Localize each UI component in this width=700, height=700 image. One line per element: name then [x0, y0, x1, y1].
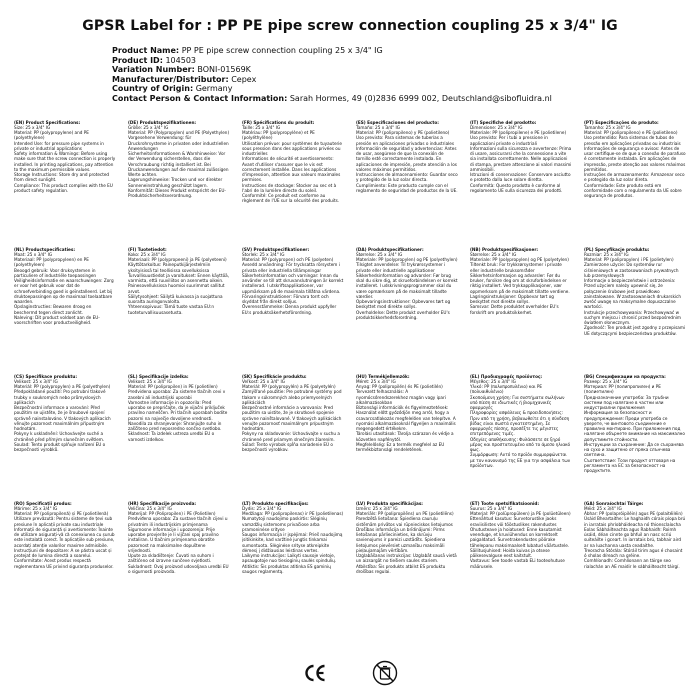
spec-block	[240, 247, 346, 374]
spec-block-text: Mărime: 25 x 3/4" IG Material: PP (polipropilenă) și PE (polietilenă) Utilizare prevăzută: Pentru sisteme de țevi sub presiune în aplicații private sau industriale Informații de siguranță și avertismente: Înainte de utilizare asigurați-vă că conexiunea cu șurub este instalată corect. În aplicațiile sub presiune, acordați atenție valorilor maxime admisibile. Instrucțiuni de depozitare: A se păstra uscat și protejat de lumina directă a soarelui. Conformitate: Acest produs respectă reglementarea UE privind siguranța produselor.	[14, 505, 115, 569]
spec-block-heading: (LV) Produkta specifikācijas:	[356, 500, 423, 506]
meta-row	[112, 46, 688, 56]
spec-block-heading: (IT) Specifiche del prodotto:	[470, 119, 537, 125]
meta-label: Variation Number:	[112, 65, 195, 75]
meta-row	[112, 75, 688, 85]
spec-block	[126, 374, 232, 501]
spec-block-heading: (LT) Produkto specifikacijos:	[242, 500, 309, 506]
spec-block-text: Méret: 25 x 3/4" IG Anyag: PP (polipropilén) és PE (polietilén) Tervezett felhasználás: A nyomócsőrendszerekhez magán vagy ipari alkalmazásokban Biztonsági információk és figyelmeztetések: Használat előtt győződjön meg arról, hogy a csavarcsatlakozás megfelelően van telepítve. A nyomási alkalmazásoknál figyeljen a maximális megengedett értékekre. Tárolási utasítások: Tárolja szárazon és védje a közvetlen napfénytől. Megfelelőség: Ez a termék megfelel az EU termékbiztonsági rendeletének.	[356, 378, 456, 453]
spec-block-text: Størrelse: 25 x 3/4" IG Materiale: PP (polypropylen) og PE (polyethylen) Tilsigtet anvendelse: Til trykrørssystemer i private eller industrielle applikationer Sikkerhedsinformation og advarsler: Før brug skal du sikre dig, at skrueforbindelsen er korrekt installeret. I udskrivningsprogrammer skal du være opmærksom på de maksimalt tilladte værdier. Opbevaringsinstruktioner: Opbevares tørt og beskyttet mod direkte sollys. Overholdelse: Dette produkt overholder EU's produktsikkerhedsforordning.	[356, 251, 458, 320]
meta-row	[112, 56, 688, 66]
spec-block	[12, 247, 118, 374]
spec-block	[354, 501, 460, 628]
spec-block	[126, 120, 232, 247]
meta-row	[112, 94, 688, 104]
spec-block-text: Veličina: 25 x 3/4" IG Materijal: PP (Polipropilen) i PE (Polietilen) Predviđena uporaba: Za sustave tlačnih cijevi u privatnim ili industrijskim primjenama Sigurnosne informacije i upozorenja: Prije uporabe provjerite je li vijčani spoj pravilno instaliran. U tlačnim primjenama obratite pozornost na maksimalne dopuštene vrijednosti. Upute za skladištenje: Čuvati na suhom i zaštićeno od izravne sunčeve svjetlosti. Sukladnost: Ovaj proizvod udovoljava uredbi EU o sigurnosti proizvoda.	[128, 505, 229, 574]
spec-block	[12, 374, 118, 501]
spec-block	[354, 374, 460, 501]
spec-block-text: Rozmiar: 25 x 3/4" IG Materiał: PP (polipropylen) i PE (polietylen) Zamierzone użycie: Do systemów rur ciśnieniowych w zastosowaniach prywatnych lub przemysłowych Informacje o bezpieczeństwie i ostrzeżenia: Przed użyciem należy upewnić się, że połączenie śrubowe jest prawidłowo zainstalowane. W zastosowaniach drukarskich zwróć uwagę na maksymalne dopuszczalne wartości. Instrukcje przechowywania: Przechowywać w suchym miejscu i chronić przed bezpośrednim światłem słonecznym. Zgodność: Ten produkt jest zgodny z przepisami UE dotyczącymi bezpieczeństwa produktów.	[584, 251, 686, 336]
spec-block	[240, 374, 346, 501]
meta-value: 104503	[165, 55, 196, 65]
spec-block-heading: (ET) Toote spetsifikatsioonid:	[470, 500, 540, 506]
spec-block-text: Velikost: 25 x 3/4" IG Materiál: PP (polypropylen) a PE (polyethylen) Předpokládané použití: Pro potrubní tlakové trubky v soukromých nebo průmyslových aplikacích Bezpečnostní informace a varování: Před použitím se ujistěte, že je šroubové spojení správně nainstalováno. V tlakových aplikacích věnujte pozornost maximálním přípustným hodnotám. Pokyny k uskladnění: Uchovávejte suché a chráněné před přímým slunečním světlem. Soulad: Tento produkt splňuje nařízení EU o bezpečnosti výrobků.	[14, 378, 111, 453]
meta-label: Product Name:	[112, 46, 180, 55]
spec-block-text: Veľkosť: 25 x 3/4" IG Materiál: PP (polypropylén) a PE (polyetylén) Zamýšľané použitie: Pre potrubné systémy pod tlakom v súkromných alebo priemyselných aplikáciách Bezpečnostné informácie a varovania: Pred použitím sa uistite, že je skrutkové spojenie správne nainštalované. V tlakových aplikáciách venujte pozornosť maximálnym prípustným hodnotám. Pokyny na skladovanie: Uchovávajte v suchu a chránené pred priamym slnečným žiarením. Súlad: Tento výrobok spĺňa nariadenie EÚ o bezpečnosti výrobkov.	[242, 378, 342, 453]
spec-block-text: Размер: 25 x 3/4" IG Материал: PP (полипропилен) и PE (полиетилен) Предназначение употреба: За тръбни системи под налягане в частни или индустриални приложения Информация за безопасност и предупреждения: Преди употреба се уверете, че винтовото съединение е правилно монтирано. При приложения под налягане обърнете внимание на максимално допустимите стойности. Инструкции за съхранение: Да се съхранява на сухо и защитено от пряка слънчева светлина. Съответствие: Този продукт отговаря на регламента на ЕС за безопасност на продуктите.	[584, 378, 685, 474]
meta-value: BONI-01569K	[197, 65, 251, 75]
spec-block-heading: (EL) Προδιαγραφές προϊόντος:	[470, 373, 543, 379]
spec-block	[468, 501, 574, 628]
spec-block	[354, 120, 460, 247]
spec-block	[12, 120, 118, 247]
spec-block	[468, 374, 574, 501]
spec-block-heading: (EN) Product Specifications:	[14, 119, 81, 125]
spec-block	[240, 120, 346, 247]
spec-block	[582, 374, 688, 501]
spec-block-text: Maat: 25 x 3/4" IG Materiaal: PP (polypropyleen) en PE (polyethyleen) Beoogd gebruik: Voor druksystemen in particuliere of industriële toepassingen Veiligheidsinformatie en waarschuwingen: Zorg er voor het gebruik voor dat de schroefverbinding goed is geïnstalleerd. Let bij druktoepassingen op de maximaal toelaatbare waarden. Opslaginstructies: Bewaren droog en beschermd tegen direct zonlicht. Naleving: Dit product voldoet aan de EU-voorschriften voor productveiligheid.	[14, 251, 114, 326]
spec-block-heading: (BG) Спецификации на продукта:	[584, 373, 666, 379]
spec-block-heading: (DE) Produktspezifikationen:	[128, 119, 197, 125]
spec-block	[126, 501, 232, 628]
spec-block-heading: (GA) Sonraíochtaí Táirge:	[584, 500, 644, 506]
meta-label: Country of Origin:	[112, 84, 194, 94]
spec-block-heading: (ES) Especificaciones del producto:	[356, 119, 439, 125]
spec-block-heading: (PT) Especificações do produto:	[584, 119, 659, 125]
spec-block-text: Izmērs: 25 x 3/4" IG Materiāls: PP (polipropilēns) un PE (polietilēns) Paredzētā lietošana: Spiediena cauruļu sistēmām privātos vai rūpnieciskos lietojumos Drošības informācija un brīdinājumi: Pirms lietošanas pārliecinieties, ka skrūvju savienojums ir pareizi uzstādīts. Spiediena lietojumos pievērsiet uzmanību maksimāli pieļaujamajām vērtībām. Uzglabāšanas instrukcijas: Uzglabāt sausā vietā un aizsargāt no tiešiem saules stariem. Atbilstība: Šis produkts atbilst ES produktu drošības regulai.	[356, 505, 457, 574]
spec-block-text: Μέγεθος: 25 x 3/4" IG Υλικό: PP (πολυπροπυλένιο) και PE (πολυαιθυλένιο) Σκοπούμενη χρήση: Για συστήματα σωλήνων υπό πίεση σε ιδιωτικές ή βιομηχανικές εφαρμογές Πληροφορίες ασφάλειας & προειδοποιήσεις: Πριν από τη χρήση, βεβαιωθείτε ότι η σύνδεση βίδας είναι σωστά εγκατεστημένη. Σε εφαρμογές πίεσης, προσέξτε τις μέγιστες επιτρεπόμενες τιμές. Οδηγίες αποθήκευσης: Φυλάσσετε σε ξηρό μέρος και προστατευμένο από το άμεσο ηλιακό φως. Συμμόρφωση: Αυτό το προϊόν συμμορφώνεται με τον κανονισμό της ΕΕ για την ασφάλεια των προϊόντων.	[470, 378, 571, 468]
meta-label: Manufacturer/Distributor:	[112, 74, 229, 84]
ce-mark-icon	[302, 660, 328, 686]
meta-row	[112, 84, 688, 94]
spec-block	[468, 247, 574, 374]
meta-value: Germany	[195, 84, 233, 94]
meta-row	[112, 65, 688, 75]
spec-block-text: Koko: 25 x 3/4" IG Materiaali: PP (polypropeeni) ja PE (polyeteeni) Käyttötarkoitus: Paineputkijärjestelmiin yksityisissä tai teollisissa sovelluksissa Turvallisuustiedot ja varoitukset: Ennen käyttöä, varmista, että ruuviliitos on asennettu oikein. Painesovelluksissa huomioi suurimmat sallitut arvot. Säilytysohjeet: Säilytä kuivassa ja suojattuna suoralta auringonvalolta. Yhteensopivuus: Tämä tuote vastaa EU:n tuoteturvallisuusasetusta.	[128, 251, 230, 315]
product-meta	[112, 46, 688, 104]
spec-block-heading: (FI) Tuotetiedot:	[128, 246, 167, 252]
spec-block-heading: (NB) Produktspesifikasjoner:	[470, 246, 539, 252]
spec-block-heading: (NL) Productspecificaties:	[14, 246, 76, 252]
spec-block-text: Dimensione: 25 x 3/4" IG Materiale: PP (polipropilene) e PE (polietilene) Uso previsto: Per i tubi a pressione in applicazioni private o industriali Informazioni sulla sicurezza e avvertenze: Prima di usare, assicurarsi che la connessione a vite sia installata correttamente. Nelle applicazioni di stampa, prestare attenzione ai valori massimi ammissibili. Istruzioni di conservazione: Conservare asciutto e protetto dalla luce solare diretta. Conformità: Questo prodotto è conforme al regolamento UE sulla sicurezza dei prodotti.	[470, 124, 572, 193]
language-specifications-grid	[12, 120, 688, 628]
spec-block	[582, 120, 688, 247]
spec-block	[126, 247, 232, 374]
spec-block-text: Storlek: 25 x 3/4" IG Material: PP (polypropen) och PE (polyeten) Avsedd användning: För trycksatta rörsystem i privata eller industriella tillämpningar Säkerhetsinformation och varningar: Innan du använder se till att skruvanslutningen är korrekt installerad. I utskriftsapplikationer, var uppmärksam på de maximala tillåtna värdena. Förvaringsinstruktioner: Förvara torrt och skyddat från direkt solljus. Överensstämmelse: Denna produkt uppfyller EU:s produktsäkerhetsförordning.	[242, 251, 344, 315]
spec-block-text: Size: 25 x 3/4" IG Material: PP (polypropylene) and PE (polyethylene) Intended Use: for pressure pipe systems in private or industrial applications Safety information & Warnings: Before using make sure that the screw connection is properly installed. In printing applications, pay attention to the maximum permissible values. Storage Instructions: Store dry and protected from direct sunlight. Compliance: This product complies with the EU product safety regulation.	[14, 124, 116, 193]
spec-block	[240, 501, 346, 628]
spec-block	[468, 120, 574, 247]
spec-block-text: Suurus: 25 x 3/4" IG Materjal: PP (polüpropüleen) ja PE (polüetüleen) Ettenähtud kasutus: Survetorustike jaoks eraviisilistes või tööstuslikes rakendustes Ohutusteave ja hoiatused: Enne kasutamist veenduge, et kruviühendus on korrektselt paigaldatud. Survetrakendustes pöörake tähelepanu maksimaalselt lubatud väärtustele. Säilitusjuhised: Hoida kuivas ja otsese päikesevalguse eest kaitstult. Vastavus: See toode vastab ELi tooteohutuse määrusele.	[470, 505, 571, 569]
spec-block-heading: (HR) Specifikacije proizvoda:	[128, 500, 197, 506]
spec-block-heading: (SL) Specifikacije izdelka:	[128, 373, 189, 379]
meta-label: Product ID:	[112, 55, 163, 65]
spec-block-heading: (CS) Specifikace produktu:	[14, 373, 78, 379]
meta-label: Contact Person & Contact Information:	[112, 93, 288, 103]
spec-block-heading: (SK) Špecifikácie produktu:	[242, 373, 307, 379]
spec-block	[354, 247, 460, 374]
spec-block-text: Velikost: 25 x 3/4" IG Material: PP (polipropilen) in PE (polietilen) Predvidena uporaba: Za sisteme tlačnih cevi v zasebni ali industrijski uporabi Varnostne informacije in opozorila: Pred uporabo se prepričajte, da je vijačni priključek pravilno nameščen. Pri tlačnih uporabah bodite pozorni na največje dovoljene vrednosti. Navodila za shranjevanje: Shranjujte suho in zaščiteno pred neposredno sončno svetlobo. Skladnost: Ta izdelek ustreza uredbi EU o varnosti izdelkov.	[128, 378, 228, 442]
spec-block-text: Dydis: 25 x 3/4" IG Medžiaga: PP (polipropilenas) ir PE (polietilenas) Numatytoji naudojimo paskirtis: Slėginių vamzdžių sistemoms privačiose arba pramoninėse srityse Saugos informacija ir įspėjimai: Prieš naudojimą įsitikinkite, kad varžtinė jungtis tinkamai sumontuota. Slėginėse srityse atkreipkite dėmesį į didžiausias leistinas vertes. Laikymo instrukcijos: Laikyti sausoje vietoje, apsaugotoje nuo tiesioginių saulės spindulių. Atitiktis: Šis produktas atitinka ES gaminių saugos reglamentą.	[242, 505, 344, 574]
spec-block	[582, 247, 688, 374]
meta-value: Sarah Hormes, 49 (0)2836 6999 002, Deutschland@sibofluidra.nl	[289, 93, 552, 103]
spec-block-text: Taille: 25 x 3/4" IG Matériau: PP (polypropylène) et PE (polyéthylène) Utilisation prévue: pour systèmes de tuyauterie sous pression dans des applications privées ou industrielles Informations de sécurité et avertissements: Avant d'utiliser s'assurer que le vis est correctement installée. Dans les applications d'impression, attention aux valeurs maximales permises. Instructions de stockage: Stocker au sec et à l'abri de la lumière directe du soleil. Conformité: Ce produit est conforme au règlement de l'UE sur la sécurité des produits.	[242, 124, 343, 204]
compliance-icons	[0, 660, 700, 686]
meta-value: PP PE pipe screw connection coupling 25 x 3/4" IG	[181, 46, 383, 55]
spec-block-heading: (FR) Spécifications du produit:	[242, 119, 315, 125]
meta-value: Cepex	[231, 74, 257, 84]
spec-block-heading: (SV) Produktspecifikationer:	[242, 246, 310, 252]
spec-block-text: Tamanho: 25 x 3/4" IG Material: PP (polipropileno) e PE (polietileno) Uso pretendido: Para sistemas de tubos de pressão em aplicações privadas ou industriais Informações de segurança e avisos: Antes de usar certifique-se de que a conexão de parafuso é corretamente instalada. Em aplicações de impressão, preste atenção aos valores máximos permitidos. Instruções de armazenamento: Armazenar seco e protegido da luz solar direta. Conformidade: Este produto está em conformidade com o regulamento da UE sobre segurança de produtos.	[584, 124, 686, 199]
spec-block-heading: (RO) Specificații produs:	[14, 500, 72, 506]
spec-block	[582, 501, 688, 628]
page-title: GPSR Label for : PP PE pipe screw connection coupling 25 x 3/4" IG	[82, 18, 618, 34]
spec-block	[12, 501, 118, 628]
spec-block-heading: (HU) Termékjellemzők:	[356, 373, 410, 379]
spec-block-text: Størrelse: 25 x 3/4" IG Materiale: PP (polypropylen) og PE (polyetylen) Tiltenkt bruk: For trykkrørsystemer i private eller industrielle bruksområder Sikkerhetsinformasjon og advarsler: Før du bruker, forsikre deg om at skruforbindelsen er riktig installert. Ved trykkapplikasjoner, vær oppmerksom på de maksimalt tillatte verdiene. Lagringsinstruksjoner: Oppbevar tørt og beskyttet mot direkte sollys. Samsvar: Dette produktet overholder EU's forskrift om produktsikkerhet.	[470, 251, 570, 315]
spec-block-heading: (DA) Produktspecifikationer:	[356, 246, 424, 252]
no-household-waste-icon	[372, 660, 398, 686]
spec-block-text: Méid: 25 x 3/4" IG Ábhar: PP (polapróipiléin) agus PE (polaitéiléin) Úsáid Bheartaithe: Le haghaidh córais píopa brú in iarratais phríobháideacha nó thionsclaíocha Eolas Sábháilteachta agus Rabhaidh: Roimh úsáid, déan cinnte go bhfuil an nasc scriú suiteáilte i gceart. In iarratais brú, tabhair aird ar na luachanna uasta ceadaithe. Treoracha Stórála: Stóráil tirim agus é chosaint ó sholas díreach na gréine. Comhlíonadh: Comhlíonann an táirge seo rialachán an AE maidir le sábháilteacht táirgí.	[584, 505, 686, 569]
spec-block-text: Tamaño: 25 x 3/4" IG Material: PP (polipropileno) y PE (polietileno) Uso previsto: Para sistemas de tuberías a presión en aplicaciones privadas o industriales Información de seguridad y advertencias: Antes de usar, asegúrese de que la conexión de tornillo esté correctamente instalada. En aplicaciones de impresión, preste atención a los valores máximos permitidos. Instrucciones de almacenamiento: Guardar seco y protegido de la luz solar directa. Cumplimiento: Este producto cumple con el reglamento de seguridad de productos de la UE.	[356, 124, 458, 193]
spec-block-text: Größe: 25 x 3/4" IG Material: PP (Polypropylen) und PE (Polyethylen) Vorgesehene Verwendung: für Druckrohrsysteme in privaten oder industriellen Anwendungen Sicherheitsinformationen & Warnhinweise: Vor der Verwendung sicherstellen, dass die Verschraubung richtig installiert ist. Bei Druckanwendungen auf die maximal zulässigen Werte achten. Lagerungshinweise: Trocken und vor direkter Sonneneinstrahlung geschützt lagern. Konformität: Dieses Produkt entspricht der EU-Produktsicherheitsverordnung.	[128, 124, 230, 199]
spec-block-heading: (PL) Specyfikacje produktu:	[584, 246, 650, 252]
